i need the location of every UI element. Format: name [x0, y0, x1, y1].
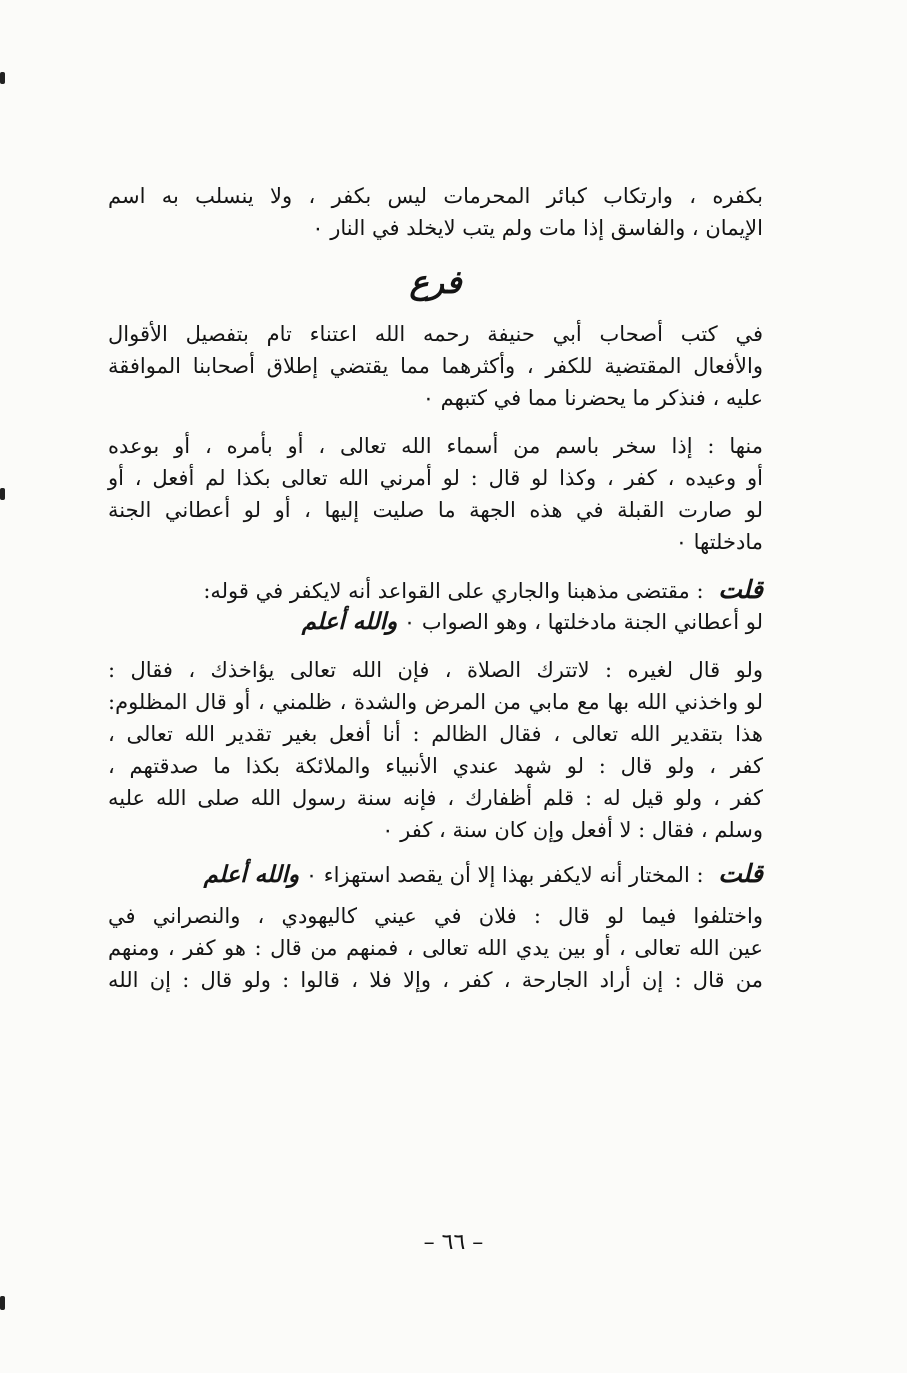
- text-line: لو صارت القبلة في هذه الجهة ما صليت إليها ، أو لو أعطاني الجنة: [108, 498, 763, 522]
- text-line: الإيمان ، والفاسق إذا مات ولم يتب لايخلد في النار ٠: [312, 216, 763, 240]
- paragraph-gap: [108, 414, 763, 430]
- qult-note-1: [108, 574, 763, 638]
- text-line: منها : إذا سخر باسم من أسماء الله تعالى ، أو بأمره ، أو بوعده: [108, 434, 763, 458]
- closing-formula: والله أعلم: [301, 608, 398, 635]
- text-line: في كتب أصحاب أبي حنيفة رحمه الله اعتناء تام بتفصيل الأقوال: [108, 322, 763, 346]
- qult-text: لو أعطاني الجنة مادخلتها ، وهو الصواب ٠: [403, 610, 763, 634]
- text-line: [108, 606, 763, 638]
- text-line: عين الله تعالى ، أو بين يدي الله تعالى ، فمنهم من قال : هو كفر ، ومنهم: [108, 936, 763, 960]
- paragraph-2: [108, 318, 763, 414]
- text-line: ولو قال لغيره : لاتترك الصلاة ، فإن الله تعالى يؤاخذك ، فقال :: [108, 658, 763, 682]
- text-line: أو وعيده ، كفر ، وكذا لو قال : لو أمرني الله تعالى بكذا لم أفعل ، أو: [108, 466, 763, 490]
- closing-formula: والله أعلم: [203, 861, 300, 888]
- text-line: مادخلتها ٠: [675, 530, 763, 554]
- text-line: كفر ، ولو قال : لو شهد عندي الأنبياء والملائكة بكذا ما صدقتهم ،: [108, 754, 763, 778]
- qult-note-2: [108, 854, 763, 894]
- section-heading: فرع: [409, 263, 462, 301]
- margin-mark: [0, 1296, 5, 1310]
- text-line: وسلم ، فقال : لا أفعل وإن كان سنة ، كفر ٠: [382, 818, 763, 842]
- paragraph-gap: [108, 638, 763, 654]
- paragraph-4: [108, 654, 763, 846]
- paragraph-3: [108, 430, 763, 558]
- text-line: هذا بتقدير الله تعالى ، فقال الظالم : أنا أفعل بغير تقدير الله تعالى ،: [108, 722, 763, 746]
- margin-mark: [0, 72, 5, 84]
- text-line: والأفعال المقتضية للكفر ، وأكثرهما مما يقتضي إطلاق أصحابنا الموافقة: [108, 354, 763, 378]
- text-line: عليه ، فنذكر ما يحضرنا مما في كتبهم ٠: [422, 386, 763, 410]
- text-line: [108, 574, 763, 606]
- page-number: – ٦٦ –: [423, 1230, 484, 1255]
- paragraph-5: [108, 900, 763, 996]
- margin-mark: [0, 488, 5, 500]
- text-line: لو واخذني الله بها مع مابي من المرض والشدة ، ظلمني ، أو قال المظلوم:: [108, 690, 763, 714]
- text-line: واختلفوا فيما لو قال : فلان في عيني كاليهودي ، والنصراني في: [108, 904, 763, 928]
- qult-label: قلت: [718, 859, 763, 888]
- paragraph-1: [108, 180, 763, 244]
- text-line: من قال : إن أراد الجارحة ، كفر ، وإلا فلا ، قالوا : ولو قال : إن الله: [108, 968, 763, 992]
- qult-label: قلت: [718, 575, 763, 604]
- qult-text: : مقتضى مذهبنا والجاري على القواعد أنه لايكفر في قوله:: [203, 579, 704, 603]
- qult-text: : المختار أنه لايكفر بهذا إلا أن يقصد استهزاء ٠: [305, 863, 704, 887]
- text-line: بكفره ، وارتكاب كبائر المحرمات ليس بكفر ، ولا ينسلب به اسم: [108, 184, 763, 208]
- page-body: [108, 180, 763, 996]
- paragraph-gap: [108, 558, 763, 574]
- text-line: [108, 854, 763, 894]
- text-line: كفر ، ولو قيل له : قلم أظفارك ، فإنه سنة رسول الله صلى الله عليه: [108, 786, 763, 810]
